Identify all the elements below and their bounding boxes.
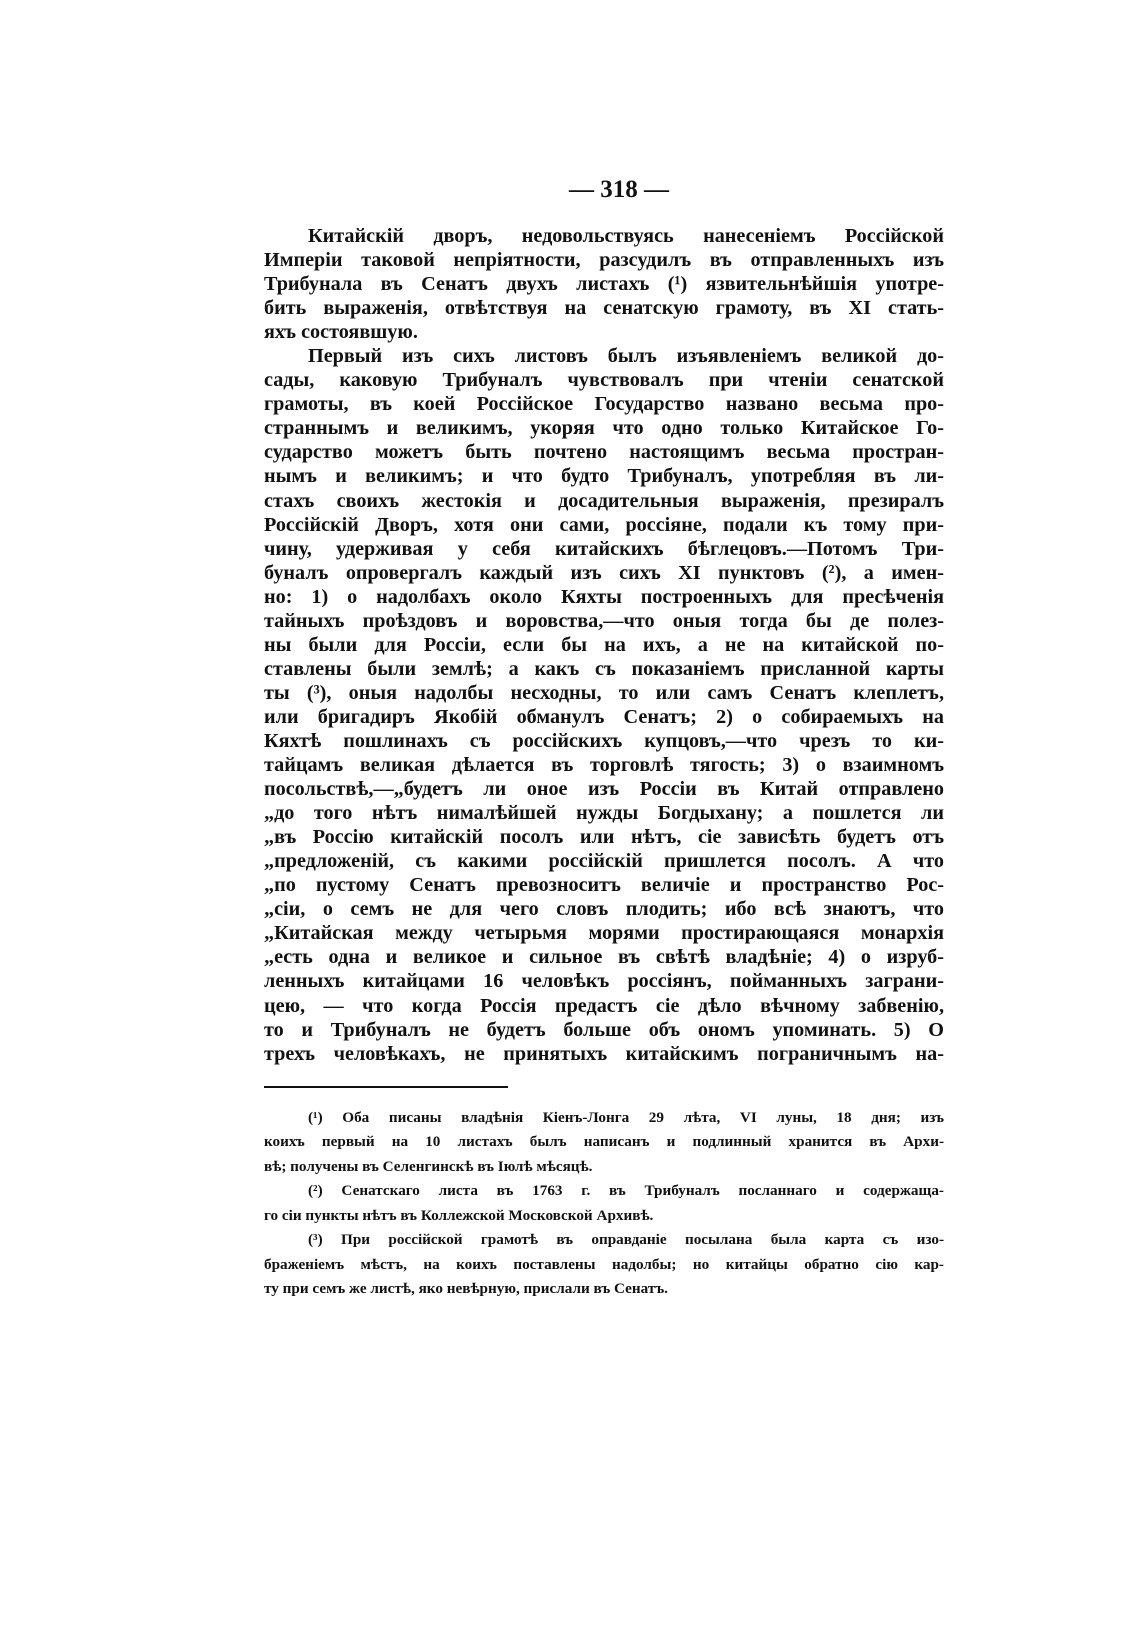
text-line: стахъ своихъ жестокія и досадительныя выраженія, презиралъ: [264, 489, 944, 512]
footnote-line: (¹) Оба писаны владѣнія Кіенъ-Лонга 29 лѣта, VI луны, 18 дня; изъ: [308, 1108, 944, 1126]
text-line: ны были для Россіи, если бы на ихъ, а не на китайской по-: [264, 633, 944, 656]
text-line: „предложеній, съ какими россійскій пришлется посолъ. А что: [264, 850, 944, 873]
text-line: „до того нѣтъ нималѣйшей нужды Богдыхану; а пошлется ли: [264, 802, 944, 825]
footnote-line: браженіемъ мѣстъ, на коихъ поставлены надолбы; но китайцы обратно сію кар-: [264, 1255, 944, 1273]
text-line: Китайскій дворъ, недовольствуясь нанесеніемъ Россійской: [308, 225, 944, 247]
page-number: — 318 —: [569, 176, 669, 203]
text-line: грамоты, въ коей Россійское Государство названо весьма про-: [264, 393, 944, 416]
footnote-line: вѣ; получены въ Селенгинскѣ въ Іюлѣ мѣсяцѣ.: [264, 1157, 593, 1175]
text-line: Первый изъ сихъ листовъ былъ изъявленіемъ великой до-: [308, 345, 944, 368]
footnote-line: ту при семъ же листѣ, яко невѣрную, прислали въ Сенатъ.: [264, 1280, 668, 1298]
footnote-divider: [264, 1086, 508, 1088]
text-line: нымъ и великимъ; и что будто Трибуналъ, употребляя въ ли-: [264, 465, 944, 488]
text-line: ленныхъ китайцами 16 человѣкъ россіянъ, пойманныхъ заграни-: [264, 970, 944, 993]
text-line: Россійскій Дворъ, хотя они сами, россіяне, подали къ тому при-: [264, 513, 944, 536]
text-line: „Китайская между четырьмя морями простирающаяся монархія: [264, 922, 944, 945]
text-line: „по пустому Сенатъ превозноситъ величіе и пространство Рос-: [264, 874, 944, 897]
footnote-line: (³) При россійской грамотѣ въ оправданіе посылана была карта съ изо-: [308, 1231, 944, 1249]
footnote-line: коихъ первый на 10 листахъ былъ написанъ и подлинный хранится въ Архи-: [264, 1133, 944, 1151]
text-line: „сіи, о семъ не для чего словъ плодить; ибо всѣ знаютъ, что: [264, 898, 944, 921]
text-line: тайныхъ проѣздовъ и воровства,—что оныя тогда бы де полез-: [264, 609, 944, 632]
text-line: Трибунала въ Сенатъ двухъ листахъ (¹) язвительнѣйшія употре-: [264, 273, 944, 296]
paragraph-2: [264, 344, 944, 1065]
book-page: [264, 168, 944, 1302]
text-line: Кяхтѣ пошлинахъ съ россійскихъ купцовъ,—что чрезъ то ки-: [264, 729, 944, 752]
text-line: то и Трибуналъ не будетъ больше объ ономъ упоминать. 5) О: [264, 1018, 944, 1041]
text-line: страннымъ и великимъ, укоряя что одно только Китайское Го-: [264, 417, 944, 440]
text-line: цею, — что когда Россія предастъ сіе дѣло вѣчному забвенію,: [264, 994, 944, 1017]
text-line: чину, удерживая у себя китайскихъ бѣглецовъ.—Потомъ Три-: [264, 537, 944, 560]
text-line: или бригадиръ Якобій обманулъ Сенатъ; 2) о собираемыхъ на: [264, 705, 944, 728]
text-line: Имперіи таковой непріятности, разсудилъ въ отправленныхъ изъ: [264, 249, 944, 272]
text-line: бить выраженія, отвѣтствуя на сенатскую грамоту, въ XI стать-: [264, 297, 944, 320]
text-line: тайцамъ великая дѣлается въ торговлѣ тягость; 3) о взаимномъ: [264, 754, 944, 777]
text-line: яхъ состоявшую.: [264, 321, 418, 344]
text-line: но: 1) о надолбахъ около Кяхты построенныхъ для пресѣченія: [264, 585, 944, 608]
footnote-line: (²) Сенатскаго листа въ 1763 г. въ Трибуналъ посланнаго и содержаща-: [308, 1182, 944, 1200]
footnote-2: [264, 1179, 944, 1228]
footnote-3: [264, 1228, 944, 1302]
text-line: „въ Россію китайскій посолъ или нѣтъ, сіе зависѣть будетъ отъ: [264, 826, 944, 849]
footnote-1: [264, 1106, 944, 1180]
text-line: трехъ человѣкахъ, не принятыхъ китайскимъ пограничнымъ на-: [264, 1042, 944, 1065]
text-line: ставлены были землѣ; а какъ съ показаніемъ присланной карты: [264, 657, 944, 680]
text-line: сударство можетъ быть почтено настоящимъ весьма простран-: [264, 441, 944, 464]
text-line: ты (³), оныя надолбы несходны, то или самъ Сенатъ клеплетъ,: [264, 681, 944, 704]
text-line: буналъ опровергалъ каждый изъ сихъ XI пунктовъ (²), а имен-: [264, 561, 944, 584]
paragraph-1: [264, 224, 944, 344]
footnote-line: го сіи пункты нѣтъ въ Коллежской Московской Архивѣ.: [264, 1206, 654, 1224]
text-line: сады, каковую Трибуналъ чувствовалъ при чтеніи сенатской: [264, 369, 944, 392]
text-line: посольствѣ,—„будетъ ли оное изъ Россіи въ Китай отправлено: [264, 778, 944, 801]
text-line: „есть одна и великое и сильное въ свѣтѣ владѣніе; 4) о изруб-: [264, 946, 944, 969]
